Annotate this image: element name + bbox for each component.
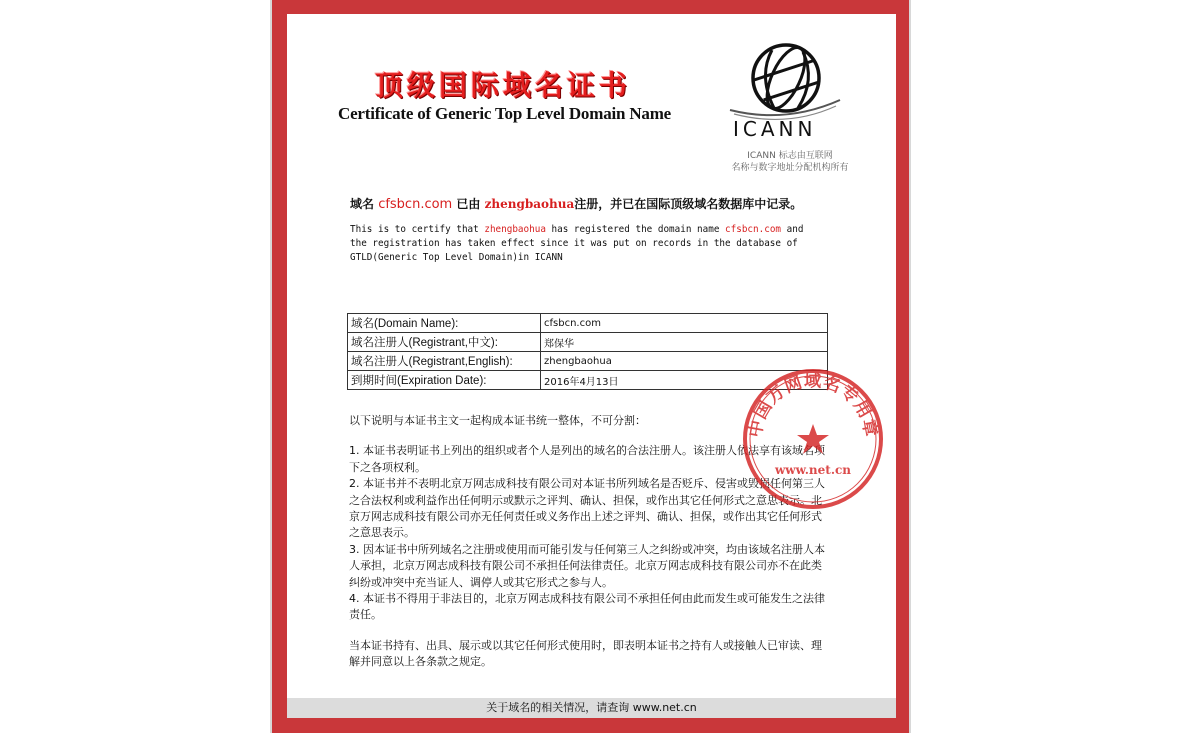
seal-url: www.net.cn <box>774 463 852 477</box>
logo-note-line2: 名称与数字地址分配机构所有 <box>731 163 849 173</box>
statement-en-part1: This is to certify that <box>350 224 485 235</box>
statement-en-part3: and the registration has taken effect since it was put on records in the database of GTLD(Generic Top Level Domain)in ICANN <box>350 224 804 263</box>
footer-bar: 关于域名的相关情况，请查询 www.net.cn <box>287 698 896 718</box>
seal-text: 中国万网域名专用章 <box>745 371 881 439</box>
icann-logo-text: ICANN <box>733 117 817 141</box>
table-label: 域名注册人(Registrant,中文): <box>348 333 541 352</box>
table-label: 域名(Domain Name): <box>348 314 541 333</box>
notes-item: 4. 本证书不得用于非法目的，北京万网志成科技有限公司不承担任何由此而发生或可能发生之法律责任。 <box>349 592 825 622</box>
statement-en <box>350 223 820 265</box>
table-row <box>348 314 828 333</box>
notes-final: 当本证书持有、出具、展示或以其它任何形式使用时，即表明本证书之持有人或接触人已审读、理解并同意以上各条款之规定。 <box>349 638 822 669</box>
table-value: cfsbcn.com <box>541 314 828 333</box>
table-row <box>348 333 828 352</box>
table-label: 域名注册人(Registrant,English): <box>348 352 541 371</box>
certificate-title-cn: 顶级国际域名证书 <box>375 69 632 102</box>
table-value: zhengbaohua <box>541 352 828 371</box>
statement-cn-part3: 注册，并已在国际顶级域名数据库中记录。 <box>574 197 803 211</box>
notes-item: 2. 本证书并不表明北京万网志成科技有限公司对本证书所列域名是否贬斥、侵害或毁损任何第三人之合法权利或利益作出任何明示或默示之评判、确认、担保，或作出其它任何形式之意思表示。北京万网志成科技有限公司亦无任何责任或义务作出上述之评判、确认、担保，或作出其它任何形式之意思表示。 <box>349 477 825 540</box>
table-label: 到期时间(Expiration Date): <box>348 371 541 390</box>
statement-cn-registrant: zhengbaohua <box>484 197 575 211</box>
statement-cn-domain: cfsbcn.com <box>378 197 453 212</box>
statement-cn-part2: 已由 <box>452 197 485 211</box>
page-shadow-right <box>909 0 911 733</box>
statement-cn <box>350 195 802 212</box>
official-seal-stamp <box>740 366 886 512</box>
table-value: 2016年4月13日 <box>541 371 828 390</box>
notes-item: 1. 本证书表明证书上列出的组织或者个人是列出的域名的合法注册人。该注册人依法享有该域名项下之各项权利。 <box>349 444 825 474</box>
logo-note-line1: ICANN 标志由互联网 <box>747 151 833 161</box>
notes-intro: 以下说明与本证书主文一起构成本证书统一整体，不可分割： <box>349 414 646 427</box>
icann-logo-note <box>720 150 860 174</box>
statement-cn-part1: 域名 <box>350 197 379 211</box>
statement-en-domain: cfsbcn.com <box>725 224 782 235</box>
notes-item: 3. 因本证书中所列域名之注册或使用而可能引发与任何第三人之纠纷或冲突，均由该域名注册人本人承担，北京万网志成科技有限公司不承担任何法律责任。北京万网志成科技有限公司亦不在此类纠纷或冲突中充当证人、调停人或其它形式之参与人。 <box>349 542 825 589</box>
statement-en-registrant: zhengbaohua <box>484 224 546 235</box>
certificate-title-en: Certificate of Generic Top Level Domain Name <box>338 104 672 123</box>
statement-en-part2: has registered the domain name <box>545 224 726 235</box>
table-value: 郑保华 <box>541 333 828 352</box>
